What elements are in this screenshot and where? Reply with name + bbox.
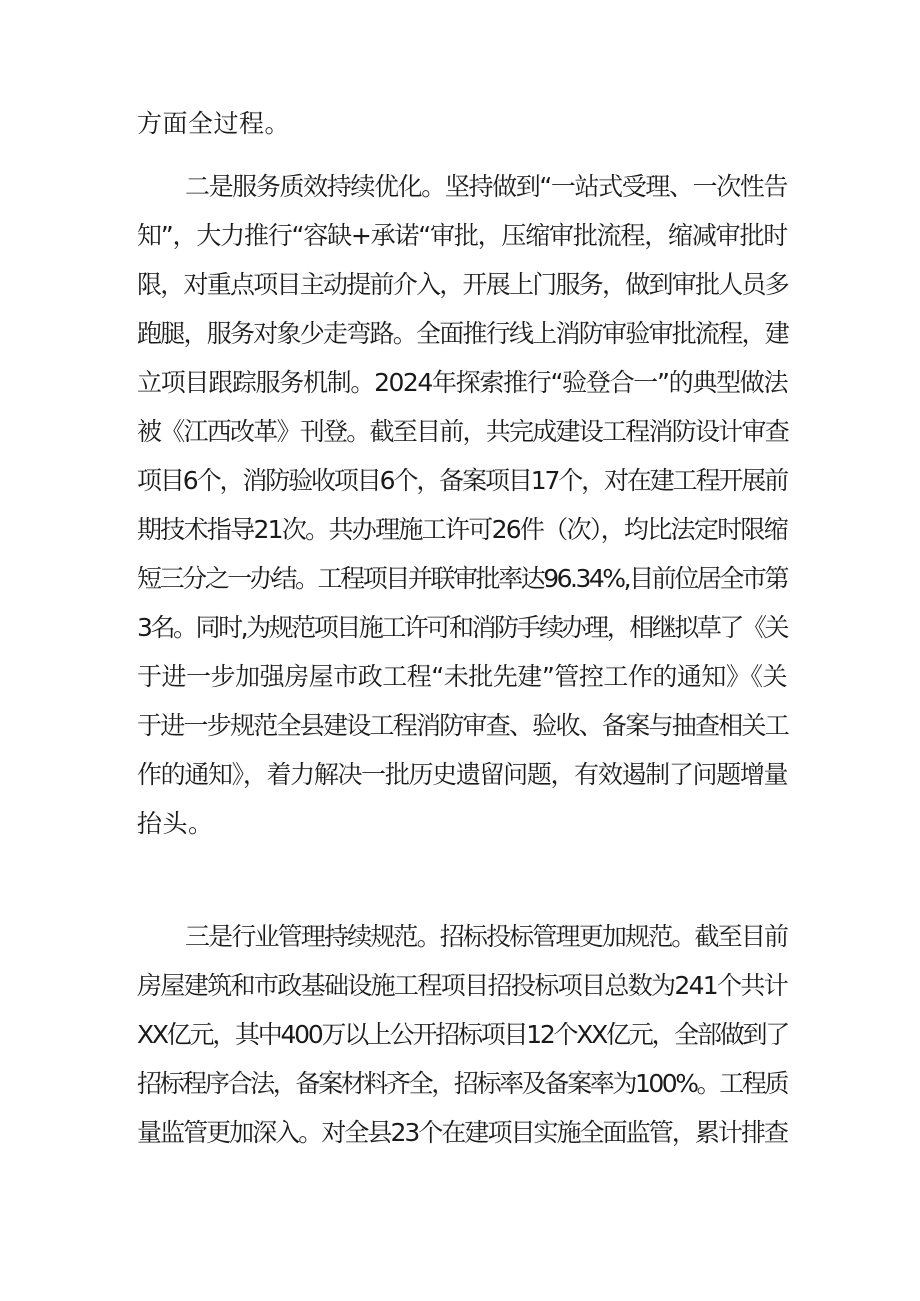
paragraph-1-line-6: 项目6个，消防验收项目6个，备案项目17个，对在建工程开展前 [137, 466, 787, 495]
paragraph-2-line-0: 三是行业管理持续规范。招标投标管理更加规范。截至目前 [185, 922, 787, 951]
paragraph-1-line-0: 二是服务质效持续优化。坚持做到“一站式受理、一次性告 [185, 172, 787, 201]
paragraph-2-line-1: 房屋建筑和市政基础设施工程项目招投标项目总数为241个共计 [137, 971, 787, 1000]
paragraph-1-line-9: 3名。同时,为规范项目施工许可和消防手续办理，相继拟草了《关 [137, 613, 787, 642]
paragraph-1-line-8: 短三分之一办结。工程项目并联审批率达96.34%,目前位居全市第 [137, 564, 787, 593]
paragraph-1-line-2: 限，对重点项目主动提前介入，开展上门服务，做到审批人员多 [137, 270, 789, 299]
paragraph-2-line-4: 量监管更加深入。对全县23个在建项目实施全面监管，累计排查 [137, 1118, 787, 1147]
paragraph-1-line-11: 于进一步规范全县建设工程消防审查、验收、备案与抽查相关工 [137, 711, 789, 740]
paragraph-2-line-2: XX亿元，其中400万以上公开招标项目12个XX亿元，全部做到了 [137, 1020, 789, 1049]
paragraph-1-line-7: 期技术指导21次。共办理施工许可26件（次），均比法定时限缩 [137, 515, 787, 544]
paragraph-0-line-0: 方面全过程。 [137, 109, 291, 138]
paragraph-2-line-3: 招标程序合法，备案材料齐全，招标率及备案率为100%。工程质 [137, 1069, 787, 1098]
paragraph-1-line-1: 知”，大力推行“容缺+承诺“审批，压缩审批流程，缩减审批时 [137, 221, 787, 250]
paragraph-1-line-4: 立项目跟踪服务机制。2024年探索推行“验登合一”的典型做法 [137, 368, 787, 397]
paragraph-1-line-10: 于进一步加强房屋市政工程“未批先建”管控工作的通知》《关 [137, 662, 787, 691]
paragraph-1-line-13: 抬头。 [137, 809, 214, 838]
paragraph-1-line-3: 跑腿，服务对象少走弯路。全面推行线上消防审验审批流程，建 [137, 319, 789, 348]
paragraph-1-line-12: 作的通知》，着力解决一批历史遗留问题，有效遏制了问题增量 [137, 760, 787, 789]
paragraph-1-line-5: 被《江西改革》刊登。截至目前，共完成建设工程消防设计审查 [137, 417, 789, 446]
